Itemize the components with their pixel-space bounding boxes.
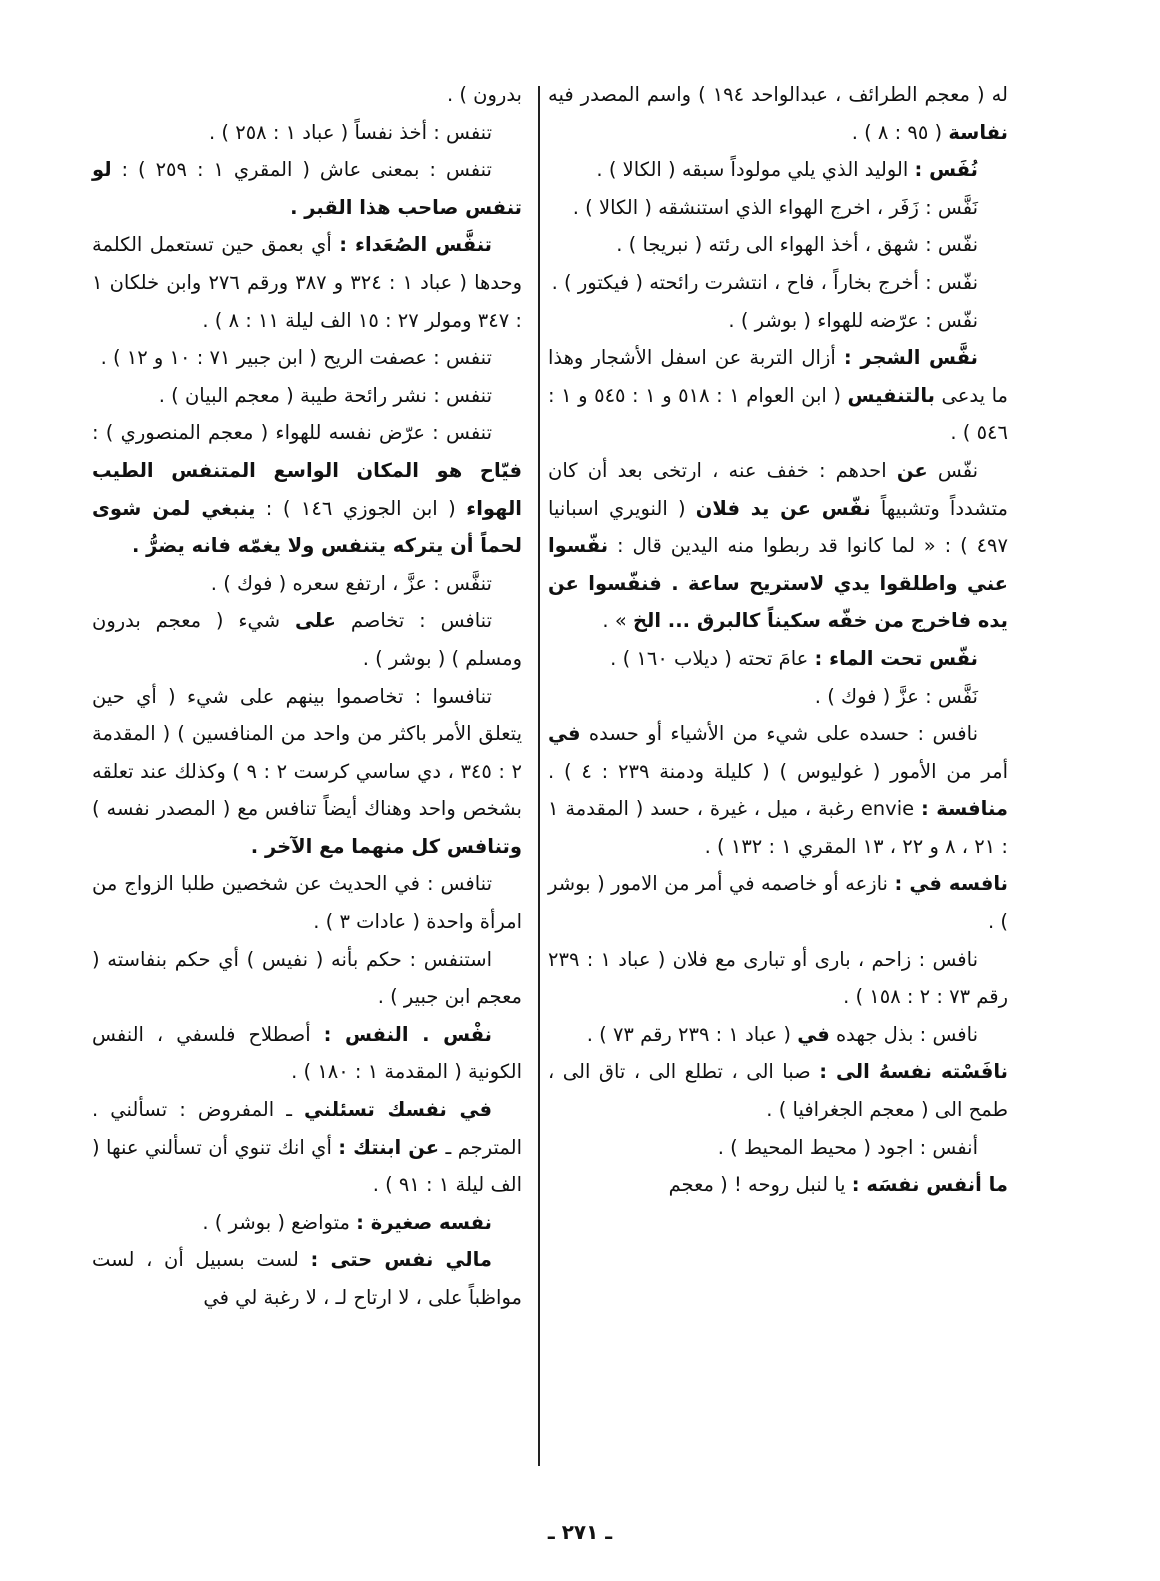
entry-text: ( عباد ١ : ٢٣٩ رقم ٧٣ ) .	[586, 1022, 798, 1046]
entry-headword: نافسه في :	[894, 872, 1008, 896]
entry-headword: عن ابنتك :	[338, 1135, 440, 1159]
entry-text: أزال التربة عن اسفل الأشجار وهذا ما يدعى	[548, 346, 1008, 407]
entry-text: تنافس : في الحديث عن شخصين طلبا الزواج من امرأة واحدة ( عادات ٣ ) .	[92, 872, 522, 934]
dictionary-entry	[548, 678, 1008, 716]
entry-headword: نفاسة	[948, 120, 1008, 144]
dictionary-entry	[92, 76, 522, 114]
entry-text: أمر من الأمور ( غوليوس ) ( كليلة ودمنة ٢٣٩ : ٤ ) .	[548, 759, 1009, 783]
page-number: ـ ٢٧١ ـ	[547, 1520, 613, 1544]
right-column	[548, 76, 1008, 1204]
entry-headword: مالي نفس حتى :	[310, 1248, 492, 1272]
dictionary-entry	[548, 865, 1008, 940]
entry-text: تنفس : عصفت الريح ( ابن جبير ٧١ : ١٠ و ١٢ ) .	[100, 346, 492, 370]
entry-text: بدرون ) .	[446, 83, 522, 106]
entry-headword: ينبغي لمن شوى لحماً أن يتركه يتنفس ولا يغمّه فانه يضرُّ .	[92, 496, 522, 558]
entry-headword: لو تنفس صاحب هذا القبر .	[92, 158, 522, 219]
entry-text: ـ المفروض : تسألني . المترجم ـ	[92, 1098, 523, 1159]
dictionary-entry	[92, 114, 522, 152]
dictionary-entry	[92, 339, 522, 377]
entry-text: شيء ( معجم بدرون ومسلم ) ( بوشر ) .	[92, 609, 522, 670]
entry-text: أصطلاح فلسفي ، النفس الكونية ( المقدمة ١ : ١٨٠ ) .	[92, 1022, 522, 1084]
left-column	[92, 76, 522, 1317]
entry-text: أنفس : اجود ( محيط المحيط ) .	[717, 1135, 978, 1159]
entry-text: نفّس : عرّضه للهواء ( بوشر ) .	[728, 308, 978, 332]
entry-text: تنفس : بمعنى عاش ( المقري ١ : ٢٥٩ ) :	[111, 158, 492, 182]
dictionary-entry	[548, 1016, 1008, 1054]
entry-text: نازعه أو خاصمه في أمر من الامور ( بوشر ) .	[548, 872, 1008, 934]
entry-headword: نُفَس :	[914, 158, 978, 182]
entry-text: » .	[602, 609, 633, 633]
entry-headword: في	[548, 722, 581, 746]
dictionary-entry	[548, 640, 1008, 678]
entry-headword: نفسه صغيرة :	[356, 1210, 492, 1234]
dictionary-entry	[92, 1016, 522, 1091]
entry-text: أي بعمق حين تستعمل الكلمة وحدها ( عباد ١ : ٣٢٤ و ٣٨٧ ورقم ٢٧٦ وابن خلكان ١ : ٣٤٧ ومولر ٢٧ : ١٥ الف ليلة ١١ : ٨ ) .	[92, 233, 523, 332]
entry-text: صبا الى ، تطلع الى ، تاق الى ، طمح الى ( معجم الجغرافيا ) .	[548, 1060, 1008, 1122]
entry-headword: على	[294, 609, 336, 633]
entry-text: تنافس : تخاصم	[335, 609, 492, 633]
entry-text: نَفَّس : عزَّ ( فوك ) .	[814, 684, 978, 708]
entry-headword: ما أنفس نفسَه :	[851, 1173, 1008, 1197]
entry-text: ( النويري اسبانيا ٤٩٧ ) : « لما كانوا قد ربطوا منه اليدين قال :	[548, 496, 1008, 558]
entry-text: أي انك تنوي أن تسألني عنها ( الف ليلة ١ : ٩١ ) .	[92, 1135, 522, 1197]
entry-text: نفّس : أخرج بخاراً ، فاح ، انتشرت رائحته ( فيكتور ) .	[551, 270, 978, 294]
entry-text: تنفس : أخذ نفساً ( عباد ١ : ٢٥٨ ) .	[209, 120, 492, 144]
entry-headword: نفّس تحت الماء :	[814, 646, 978, 670]
dictionary-entry	[548, 941, 1008, 1016]
entry-headword: عن	[896, 458, 928, 482]
dictionary-entry	[92, 1204, 522, 1242]
entry-text: ( ابن العوام ١ : ٥١٨ و ١ : ٥٤٥ و ١ : ٥٤٦ ) .	[548, 383, 1008, 445]
dictionary-entry	[92, 414, 522, 564]
entry-text: له ( معجم الطرائف ، عبدالواحد ١٩٤ ) واسم المصدر فيه	[548, 83, 1008, 106]
entry-text: احدهم : خفف عنه ، ارتخى بعد أن كان متشدداً وتشبيهاً	[548, 458, 1008, 520]
dictionary-entry	[92, 941, 522, 1016]
entry-text: استنفس : حكم بأنه ( نفيس ) أي حكم بنفاسته ( معجم ابن جبير ) .	[92, 947, 522, 1009]
entry-text: نافس : بذل جهده	[829, 1022, 978, 1046]
entry-text: ( ٩٥ : ٨ ) .	[851, 120, 949, 144]
dictionary-entry	[548, 76, 1008, 151]
entry-headword: نفّس عن يد فلان	[695, 496, 871, 520]
entry-text: ( ابن الجوزي ١٤٦ ) :	[255, 496, 467, 520]
entry-headword: في	[797, 1022, 830, 1046]
dictionary-entry	[548, 264, 1008, 302]
entry-text: تنفَّس : عزَّ ، ارتفع سعره ( فوك ) .	[210, 571, 492, 595]
entry-text: تنافسوا : تخاصموا بينهم على شيء ( أي حين يتعلق الأمر باكثر من واحد من المنافسين ) ( المقدمة ٢ : ٣٤٥ ، دي ساسي كرست ٢ : ٩ ) وكذلك عند تعلقه بشخص واحد وهناك أيضاً تنافس مع ( المصدر نفسه )	[92, 684, 522, 821]
entry-headword: بالتنفيس	[847, 383, 935, 407]
dictionary-entry	[548, 452, 1008, 640]
entry-text: الوليد الذي يلي مولوداً سبقه ( الكالا ) .	[596, 158, 915, 182]
entry-text: envie رغبة ، ميل ، غيرة ، حسد ( المقدمة ١ : ٢١ ، ٨ و ٢٢ ، ١٣ المقري ١ : ١٣٢ ) .	[548, 797, 1008, 858]
dictionary-entry	[92, 377, 522, 415]
entry-headword: منافسة :	[920, 797, 1008, 821]
dictionary-entry	[548, 151, 1008, 189]
entry-headword: في نفسك تسئلني	[304, 1098, 492, 1122]
entry-text: نَفَّس : زَفَر ، اخرج الهواء الذي استنشقه ( الكالا ) .	[572, 195, 978, 219]
entry-text: تنفس : نشر رائحة طيبة ( معجم البيان ) .	[158, 383, 492, 407]
dictionary-entry	[548, 189, 1008, 227]
dictionary-entry	[548, 339, 1008, 452]
entry-headword: وتنافس كل منهما مع الآخر .	[250, 834, 522, 858]
dictionary-entry	[548, 1129, 1008, 1167]
dictionary-entry	[92, 602, 522, 677]
dictionary-entry	[92, 678, 522, 866]
dictionary-entry	[548, 715, 1008, 865]
column-divider	[538, 86, 540, 1466]
entry-headword: نفْس . النفس :	[323, 1022, 492, 1046]
dictionary-entry	[92, 565, 522, 603]
entry-text: نفّس : شهق ، أخذ الهواء الى رئته ( نبريجا ) .	[616, 233, 978, 257]
entry-text: لست بسبيل أن ، لست مواظباً على ، لا ارتاح لـ ، لا رغبة لي في	[92, 1248, 522, 1309]
entry-text: يا لنبل روحه ! ( معجم	[668, 1173, 852, 1197]
entry-headword: نافَسْته نفسهُ الى :	[819, 1060, 1008, 1084]
dictionary-entry	[92, 1091, 522, 1204]
dictionary-entry	[548, 1166, 1008, 1204]
entry-text: نافس : زاحم ، بارى أو تبارى مع فلان ( عباد ١ : ٢٣٩ رقم ٧٣ : ٢ : ١٥٨ ) .	[548, 947, 1008, 1009]
entry-text: نفّس	[927, 458, 978, 482]
dictionary-entry	[548, 302, 1008, 340]
dictionary-entry	[92, 1241, 522, 1316]
dictionary-entry	[92, 151, 522, 226]
dictionary-entry	[548, 1053, 1008, 1128]
entry-text: نافس : حسده على شيء من الأشياء أو حسده	[580, 722, 978, 746]
entry-headword: تنفَّس الصُعَداء :	[339, 233, 493, 257]
dictionary-entry	[92, 865, 522, 940]
entry-headword: نفَّس الشجر :	[843, 346, 978, 370]
dictionary-entry	[548, 226, 1008, 264]
entry-headword: فيّاح هو المكان الواسع المتنفس الطيب الهواء	[92, 458, 522, 520]
entry-text: متواضع ( بوشر ) .	[202, 1210, 357, 1234]
entry-text: عامَ تحته ( ديلاب ١٦٠ ) .	[610, 646, 815, 670]
entry-headword: نفّسوا عني واطلقوا يدي لاستريح ساعة . فنفّسوا عن يده فاخرج من خفّه سكيناً كالبرق ... الخ	[548, 534, 1008, 633]
dictionary-entry	[92, 226, 522, 339]
entry-text: تنفس : عرّض نفسه للهواء ( معجم المنصوري ) :	[92, 421, 492, 445]
